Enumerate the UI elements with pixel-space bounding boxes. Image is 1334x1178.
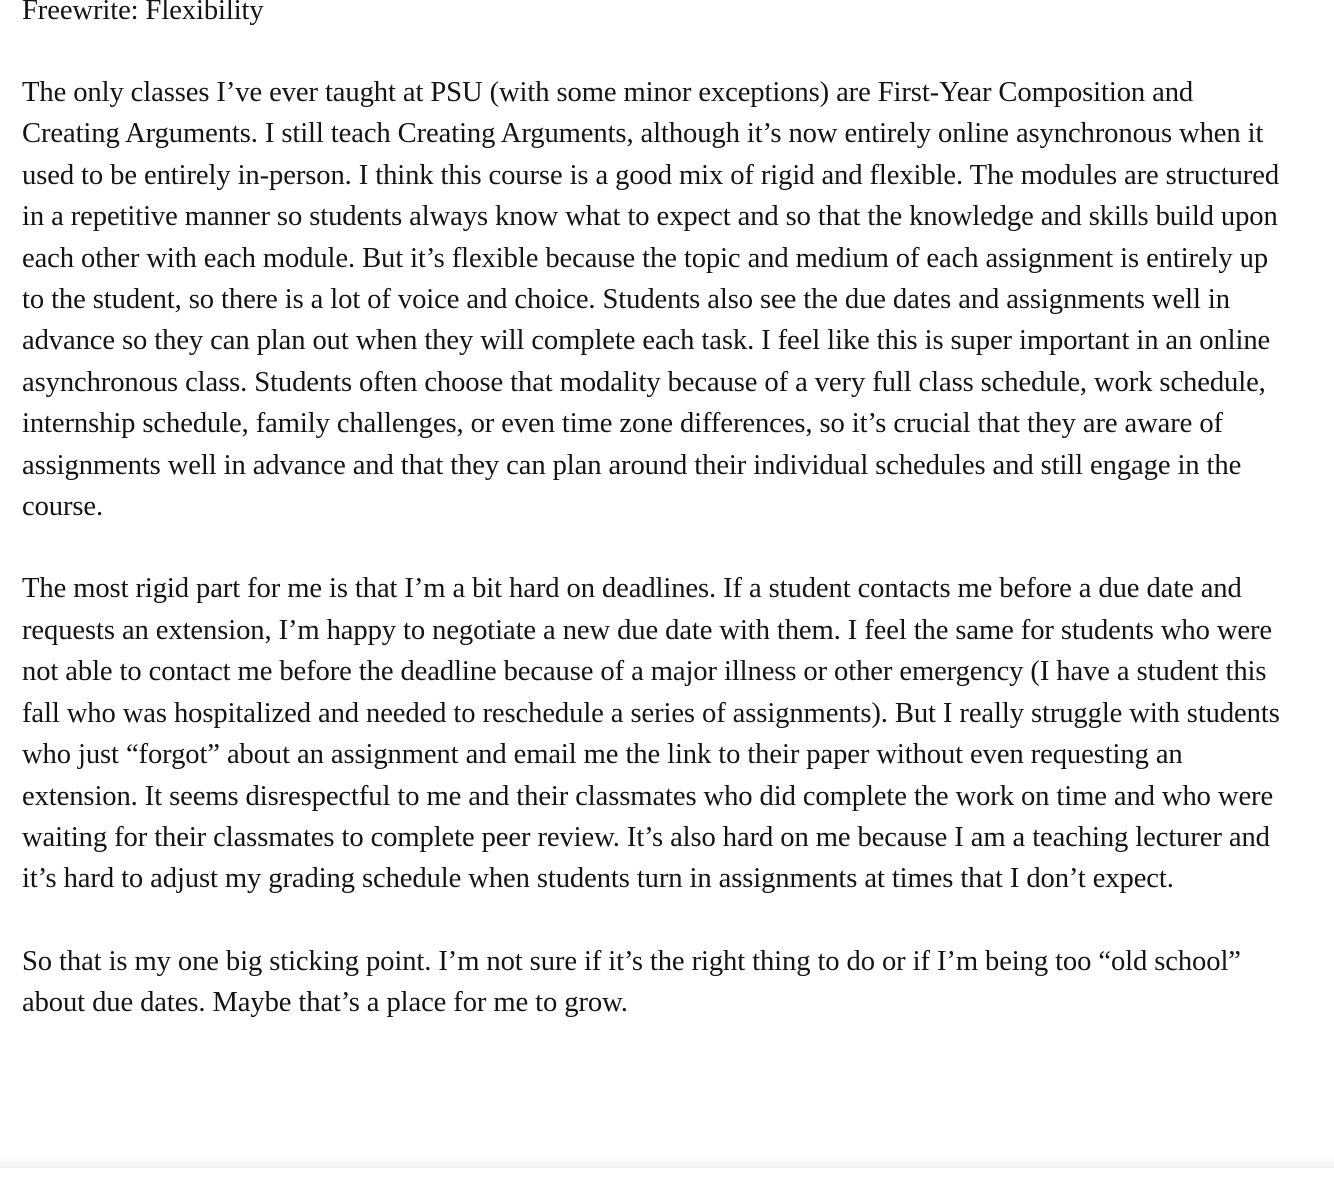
paragraph-2: The most rigid part for me is that I’m a bit hard on deadlines. If a student contacts me before a due date and requests an extension, I’m happy to negotiate a new due date with them. I feel the same for students who were not able to contact me before the deadline because of a major illness or other emergency (I have a student this fall who was hospitalized and needed to reschedule a series of assignments). But I really struggle with students who just “forgot” about an assignment and email me the link to their paper without even requesting an extension. It seems disrespectful to me and their classmates who did complete the work on time and who were waiting for their classmates to complete peer review. It’s also hard on me because I am a teaching lecturer and it’s hard to adjust my grading schedule when students turn in assignments at times that I don’t expect. — [22, 573, 1280, 895]
paragraph-1: The only classes I’ve ever taught at PSU (with some minor exceptions) are First-Year Composition and Creating Arguments. I still teach Creating Arguments, although it’s now entirely online asynchronous when it used to be entirely in-person. I think this course is a good mix of rigid and flexible. The modules are structured in a repetitive manner so students always know what to expect and so that the knowledge and skills build upon each other with each module. But it’s flexible because the topic and medium of each assignment is entirely up to the student, so there is a lot of voice and choice. Students also see the due dates and assignments well in advance so they can plan out when they will complete each task. I feel like this is super important in an online asynchronous class. Students often choose that modality because of a very full class schedule, work schedule, internship schedule, family challenges, or even time zone differences, so it’s crucial that they are aware of assignments well in advance and that they can plan around their individual schedules and still engage in the course. — [22, 77, 1280, 523]
document-title: Freewrite: Flexibility — [22, 0, 264, 26]
paragraph-3: So that is my one big sticking point. I’m not sure if it’s the right thing to do or if I’m being too “old school” about due dates. Maybe that’s a place for me to grow. — [22, 945, 1241, 1019]
bottom-edge-shadow — [0, 1156, 1334, 1168]
